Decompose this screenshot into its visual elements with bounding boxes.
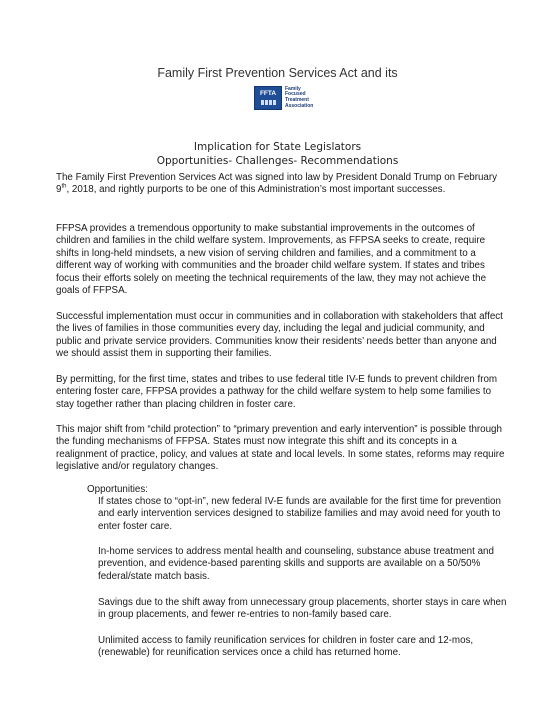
ffta-logo-name bbox=[285, 87, 313, 109]
logo-name-line: Focused bbox=[285, 91, 306, 98]
paragraph-text: Successful implementation must occur in communities and in collaboration with stakeholders that affect the lives of families in those communities every day, including the legal and judicial community, and public and private service providers. Communities know their residents’ needs better than anyone and we should assist them in supporting their families. bbox=[56, 311, 503, 360]
opportunity-item: In-home services to address mental health and counseling, substance abuse treatment and prevention, and evidence-based parenting skills and supports are available on a 50/50% federal/state match basis. bbox=[98, 546, 494, 582]
opportunities-label: Opportunities: bbox=[87, 484, 148, 495]
paragraph-intro bbox=[56, 172, 510, 197]
opportunity-item: Savings due to the shift away from unnecessary group placements, shorter stays in care when in group placements, and fewer re-entries to non-family based care. bbox=[98, 597, 507, 621]
intro-superscript: th bbox=[61, 184, 67, 191]
paragraph-text: By permitting, for the first time, states and tribes to use federal title IV-E funds to prevent children from entering foster care, FFPSA provides a pathway for the child welfare system to help some families to stay together rather than placing children in foster care. bbox=[56, 374, 498, 410]
intro-text-end: , 2018, and rightly purports to be one of this Administration’s most important successes. bbox=[66, 184, 446, 196]
opportunity-item: Unlimited access to family reunification services for children in foster care and 12-mos, (renewable) for reunification services once a child has returned home. bbox=[98, 635, 474, 659]
paragraph-implementation bbox=[56, 311, 510, 361]
intro-text-start: The Family First Prevention Services Act was signed into law by President Donald Trump on February 9 bbox=[56, 172, 498, 196]
ffta-logo-badge-text: FFTA bbox=[259, 90, 277, 98]
opportunity-item: If states chose to “opt-in”, new federal IV-E funds are available for the first time for prevention and early intervention services designed to stabilize families and may avoid need for youth to enter foster care. bbox=[98, 496, 501, 532]
subheading-line-1: Implication for State Legislators bbox=[193, 141, 362, 153]
section-subheading bbox=[0, 140, 555, 168]
logo-name-line: Treatment bbox=[285, 97, 309, 103]
ffta-logo bbox=[254, 86, 313, 110]
paragraph-opportunity bbox=[56, 223, 510, 297]
logo-name-line: Association bbox=[285, 102, 314, 109]
document-title: Family First Prevention Services Act and its bbox=[157, 66, 398, 80]
paragraph-title-ive bbox=[56, 374, 510, 411]
subheading-line-2: Opportunities- Challenges- Recommendations bbox=[156, 155, 399, 167]
paragraph-major-shift bbox=[56, 424, 510, 474]
paragraph-text: This major shift from “child protection” to “primary prevention and early intervention” is possible through the funding mechanisms of FFPSA. States must now integrate this shift and its concepts in a realignment of practice, policy, and values at state and local levels. In some states, reforms may require legislative and/or regulatory changes. bbox=[56, 424, 505, 473]
logo-name-line: Family bbox=[285, 85, 301, 92]
ffta-logo-badge bbox=[254, 86, 282, 110]
paragraph-text: FFPSA provides a tremendous opportunity to make substantial improvements in the outcomes of children and families in the child welfare system. Improvements, as FFPSA seeks to create, require shifts in long-held mindsets, a new vision of serving children and families, and a commitment to a different way of working with communities and the broader child welfare system. If states and tribes focus their efforts solely on meeting the technical requirements of the law, they may not achieve the goals of FFPSA. bbox=[56, 223, 487, 297]
ffta-logo-bars bbox=[261, 100, 276, 105]
